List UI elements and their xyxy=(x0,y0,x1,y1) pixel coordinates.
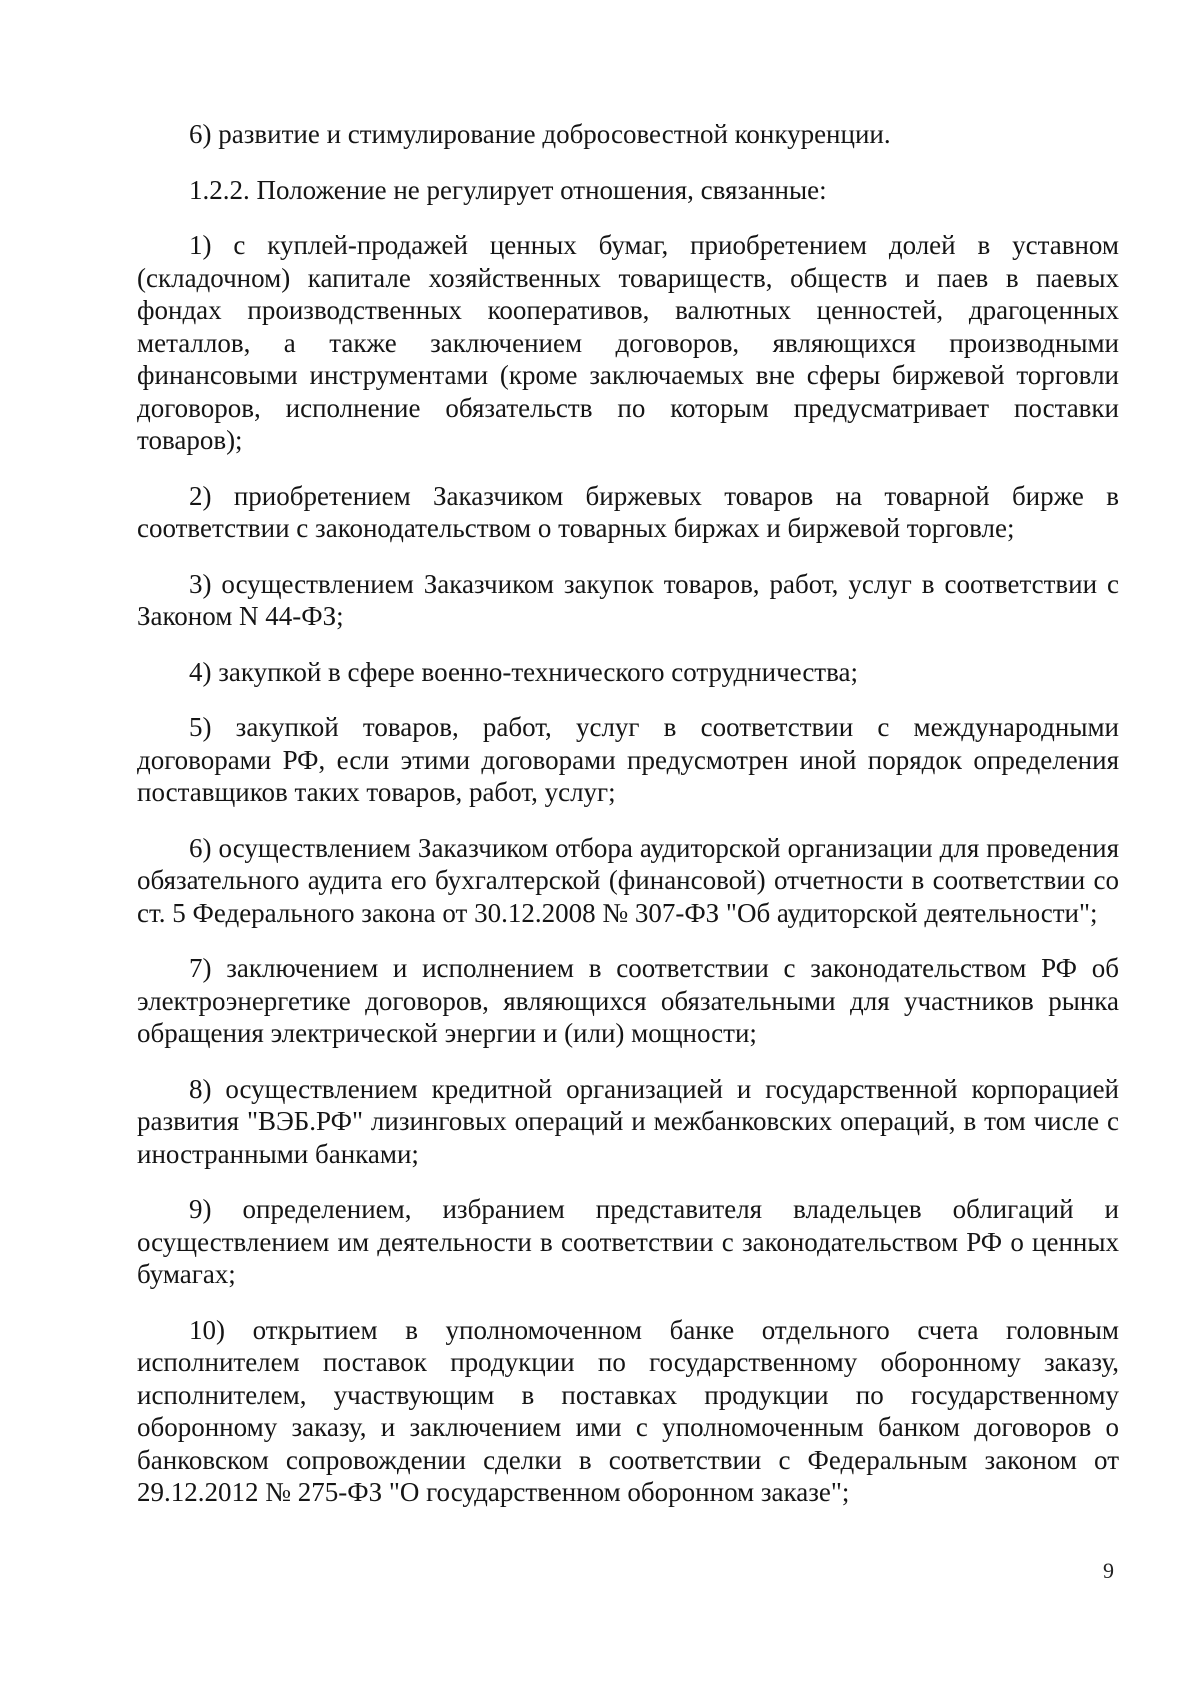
document-body xyxy=(137,118,1119,1532)
paragraph-item-9-bonds: 9) определением, избранием представителя владельцев облигаций и осуществлением им деятельности в соответствии с законодательством РФ о ценных бумагах; xyxy=(137,1194,1119,1289)
paragraph-item-3-law-44: 3) осуществлением Заказчиком закупок товаров, работ, услуг в соответствии с Законом N 44-ФЗ; xyxy=(137,568,1119,631)
paragraph-item-1-securities: 1) с куплей-продажей ценных бумаг, приобретением долей в уставном (складочном) капитале хозяйственных товариществ, обществ и паев в паевых фондах производственных кооперативов, валютных ценностей, драгоценных металлов, а также заключением договоров, являющихся производными финансовыми инструментами (кроме заключаемых вне сферы биржевой торговли договоров, исполнение обязательств по которым предусматривает поставки товаров); xyxy=(137,230,1119,455)
paragraph-item-5-international: 5) закупкой товаров, работ, услуг в соответствии с международными договорами РФ, если этими договорами предусмотрен иной порядок определения поставщиков таких товаров, работ, услуг; xyxy=(137,712,1119,807)
paragraph-item-7-electricity: 7) заключением и исполнением в соответствии с законодательством РФ об электроэнергетике договоров, являющихся обязательными для участников рынка обращения электрической энергии и (или) мощности; xyxy=(137,953,1119,1048)
paragraph-item-10-defense-order: 10) открытием в уполномоченном банке отдельного счета головным исполнителем поставок продукции по государственному оборонному заказу, исполнителем, участвующим в поставках продукции по государственному оборонному заказу, и заключением ими с уполномоченным банком договоров о банковском сопровождении сделки в соответствии с Федеральным законом от 29.12.2012 № 275-ФЗ "О государственном оборонном заказе"; xyxy=(137,1314,1119,1507)
paragraph-item-6-audit: 6) осуществлением Заказчиком отбора аудиторской организации для проведения обязательного аудита его бухгалтерской (финансовой) отчетности в соответствии со ст. 5 Федерального закона от 30.12.2008 № 307-ФЗ "Об аудиторской деятельности"; xyxy=(137,832,1119,928)
paragraph-item-8-veb: 8) осуществлением кредитной организацией и государственной корпорацией развития "ВЭБ.РФ" лизинговых операций и межбанковских операций, в том числе с иностранными банками; xyxy=(137,1073,1119,1169)
paragraph-section-1-2-2: 1.2.2. Положение не регулирует отношения, связанные: xyxy=(189,174,827,205)
paragraph-item-2-exchange-goods: 2) приобретением Заказчиком биржевых товаров на товарной бирже в соответствии с законодательством о товарных биржах и биржевой торговле; xyxy=(137,480,1119,543)
paragraph-item-6-competition: 6) развитие и стимулирование добросовестной конкуренции. xyxy=(189,119,891,149)
page-number: 9 xyxy=(1103,1558,1114,1583)
paragraph-item-4-military: 4) закупкой в сфере военно-технического сотрудничества; xyxy=(189,656,858,687)
